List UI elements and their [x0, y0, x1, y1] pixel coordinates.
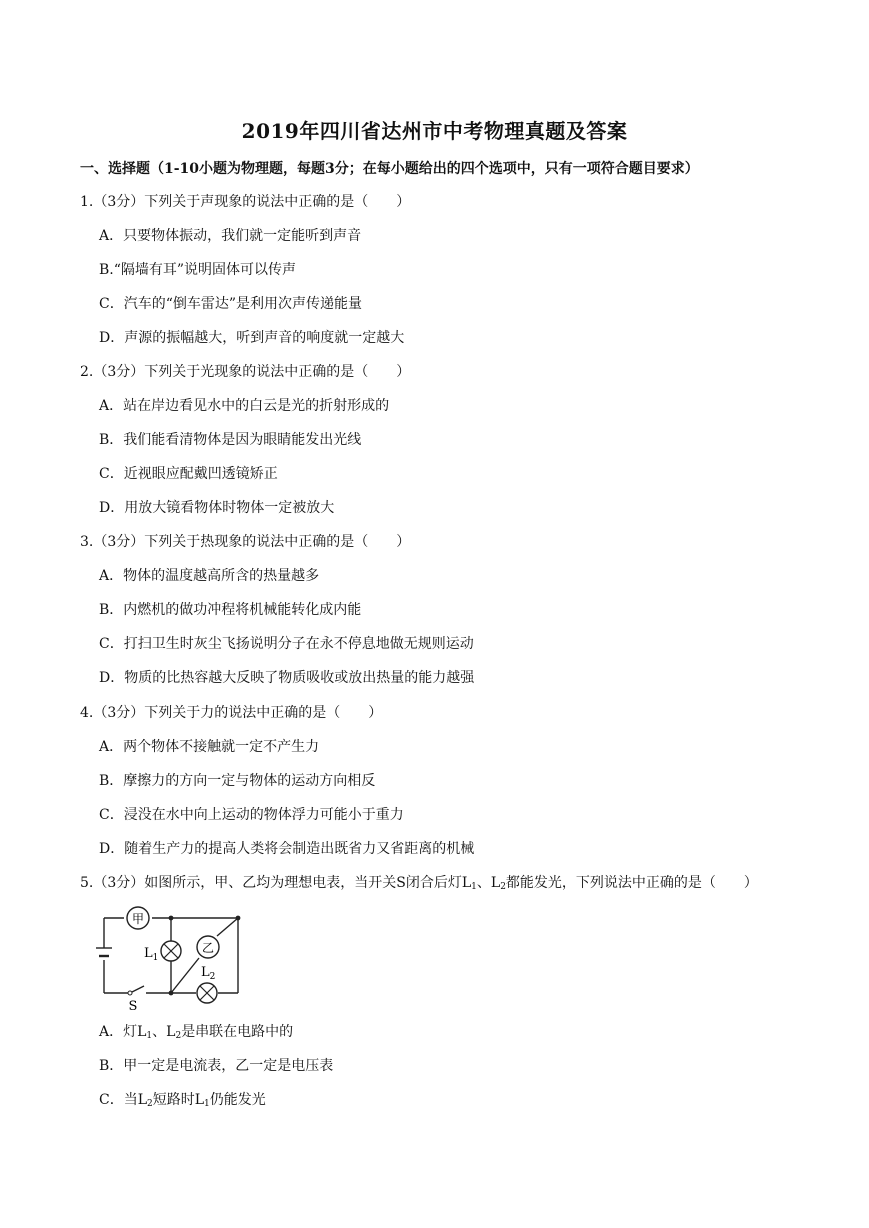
option-text: C．当L — [99, 1092, 148, 1108]
question-1-option-a: A．只要物体振动，我们就一定能听到声音 — [99, 228, 362, 244]
question-3-stem: 3.（3分）下列关于热现象的说法中正确的是（ ） — [80, 534, 411, 550]
stem-text: 都能发光，下列说法中正确的是（ ） — [505, 875, 758, 891]
question-3-option-a: A．物体的温度越高所含的热量越多 — [99, 568, 320, 584]
question-5-option-c — [99, 1090, 266, 1110]
question-1-option-b: B.“隔墙有耳”说明固体可以传声 — [99, 262, 297, 278]
subscript: 2 — [147, 1099, 153, 1109]
question-1-option-d: D．声源的振幅越大，听到声音的响度就一定越大 — [99, 330, 405, 346]
lamp-l2-symbol — [197, 983, 217, 1003]
lamp-l1-label: $L_1$ — [144, 946, 159, 963]
junction-dot — [169, 991, 174, 996]
question-4-stem: 4.（3分）下列关于力的说法中正确的是（ ） — [80, 705, 383, 721]
subscript: 1 — [204, 1099, 210, 1109]
question-1-stem: 1.（3分）下列关于声现象的说法中正确的是（ ） — [80, 194, 411, 210]
question-5-option-b: B．甲一定是电流表，乙一定是电压表 — [99, 1058, 334, 1074]
junction-dot — [169, 916, 174, 921]
question-3-option-b: B．内燃机的做功冲程将机械能转化成内能 — [99, 602, 362, 618]
question-2-option-c: C．近视眼应配戴凹透镜矫正 — [99, 466, 278, 482]
junction-dot — [236, 916, 241, 921]
stem-text: 、L — [476, 875, 501, 891]
question-4-option-c: C．浸没在水中向上运动的物体浮力可能小于重力 — [99, 807, 404, 823]
option-text: 、L — [152, 1024, 176, 1040]
section-heading: 一、选择题（1-10小题为物理题，每题3分；在每小题给出的四个选项中，只有一项符合题目要求） — [80, 161, 699, 177]
switch-label: S — [128, 999, 138, 1012]
meter-b-label: 乙 — [201, 941, 215, 955]
question-1-option-c: C．汽车的“倒车雷达”是利用次声传递能量 — [99, 296, 363, 312]
question-3-option-d: D．物质的比热容越大反映了物质吸收或放出热量的能力越强 — [99, 670, 475, 686]
document-title: 2019年四川省达州市中考物理真题及答案 — [241, 119, 628, 143]
subscript: 1 — [146, 1031, 153, 1041]
option-text: A．灯L — [99, 1024, 147, 1040]
question-3-option-c: C．打扫卫生时灰尘飞扬说明分子在永不停息地做无规则运动 — [99, 636, 474, 652]
question-4-option-b: B．摩擦力的方向一定与物体的运动方向相反 — [99, 773, 376, 789]
question-5-stem — [80, 873, 758, 893]
subscript: 1 — [471, 882, 477, 892]
stem-text: 5.（3分）如图所示，甲、乙均为理想电表，当开关S闭合后灯L — [80, 875, 472, 891]
lamp-l2-label: $L_2$ — [201, 965, 216, 982]
subscript: 2 — [500, 882, 506, 892]
question-4-option-d: D．随着生产力的提高人类将会制造出既省力又省距离的机械 — [99, 841, 475, 857]
question-2-stem: 2.（3分）下列关于光现象的说法中正确的是（ ） — [80, 364, 411, 380]
subscript: 2 — [175, 1031, 182, 1041]
circuit-diagram — [96, 904, 246, 1012]
question-5-option-a — [99, 1022, 293, 1042]
option-text: 仍能发光 — [209, 1092, 266, 1108]
question-2-option-b: B．我们能看清物体是因为眼睛能发出光线 — [99, 432, 362, 448]
question-4-option-a: A．两个物体不接触就一定不产生力 — [99, 739, 320, 755]
question-2-option-d: D．用放大镜看物体时物体一定被放大 — [99, 500, 335, 516]
option-text: 是串联在电路中的 — [181, 1024, 294, 1040]
meter-a-label: 甲 — [131, 912, 145, 926]
lamp-l1-symbol — [161, 941, 181, 961]
question-2-option-a: A．站在岸边看见水中的白云是光的折射形成的 — [99, 398, 390, 414]
option-text: 短路时L — [152, 1092, 205, 1108]
